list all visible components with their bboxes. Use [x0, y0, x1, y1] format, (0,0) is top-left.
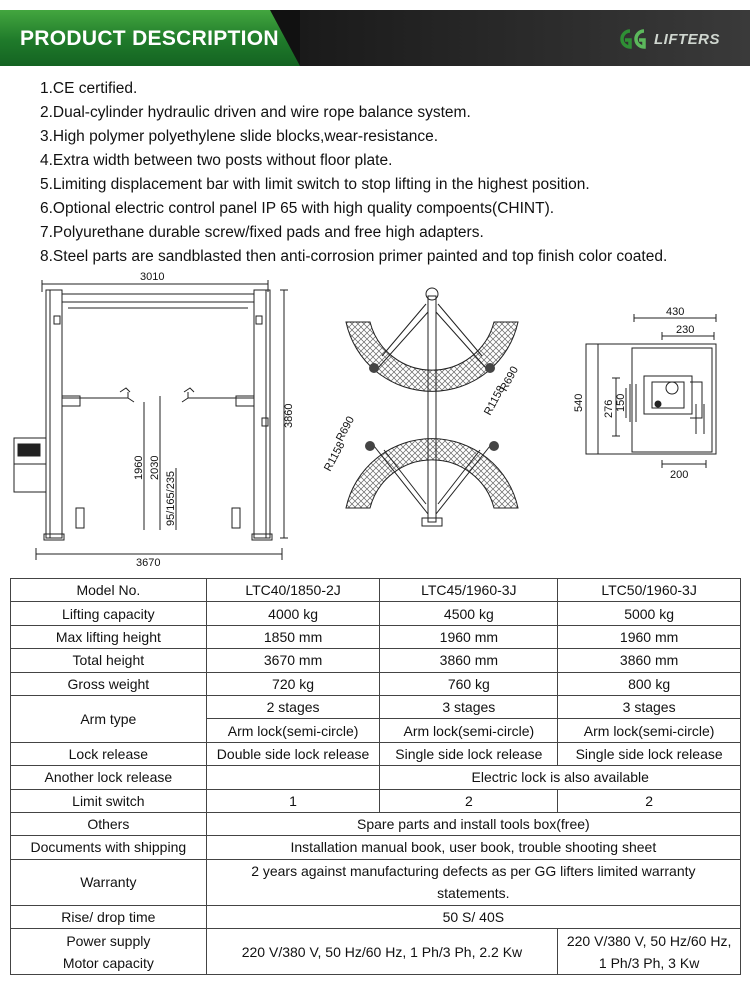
feature-item: 7.Polyurethane durable screw/fixed pads and free high adapters. — [40, 224, 484, 241]
dim-540: 540 — [573, 393, 585, 412]
table-row — [11, 859, 741, 905]
table-cell: 5000 kg — [558, 602, 741, 625]
dim-r1158-left: R1158 — [322, 439, 348, 474]
table-row — [11, 602, 741, 625]
table-cell: 220 V/380 V, 50 Hz/60 Hz, 1 Ph/3 Ph, 2.2 Kw — [206, 929, 558, 975]
dim-pads: 95/165/235 — [165, 470, 177, 526]
table-cell: Arm lock(semi-circle) — [380, 719, 558, 742]
table-row — [11, 625, 741, 648]
table-header-cell: LTC45/1960-3J — [380, 579, 558, 602]
dim-r690-right: R690 — [498, 364, 521, 394]
table-header-cell: Model No. — [11, 579, 207, 602]
table-row — [11, 836, 741, 859]
row-label: Rise/ drop time — [11, 905, 207, 928]
header-banner — [0, 10, 750, 66]
feature-item: 6.Optional electric control panel IP 65 with high quality compoents(CHINT). — [40, 200, 555, 217]
table-cell: Single side lock release — [558, 742, 741, 765]
dim-430: 430 — [666, 306, 685, 318]
table-cell: 3860 mm — [558, 649, 741, 672]
table-cell: Single side lock release — [380, 742, 558, 765]
dim-2030: 2030 — [149, 455, 161, 480]
table-cell: 2 — [558, 789, 741, 812]
table-cell: 800 kg — [558, 672, 741, 695]
table-row — [11, 766, 741, 789]
table-header-cell: LTC50/1960-3J — [558, 579, 741, 602]
technical-drawings — [0, 268, 750, 568]
gg-logo-icon — [616, 28, 648, 50]
table-cell: 4500 kg — [380, 602, 558, 625]
feature-item: 5.Limiting displacement bar with limit switch to stop lifting in the highest position. — [40, 176, 590, 193]
motor-capacity-label: Motor capacity — [62, 954, 154, 971]
feature-item: 3.High polymer polyethylene slide blocks,wear-resistance. — [40, 128, 439, 145]
page-title: PRODUCT DESCRIPTION — [20, 27, 279, 50]
dim-276: 276 — [603, 399, 615, 418]
dim-200: 200 — [670, 469, 689, 481]
row-label: Lock release — [11, 742, 207, 765]
table-cell: 1 — [206, 789, 380, 812]
table-row — [11, 789, 741, 812]
brand-logo — [616, 28, 720, 50]
table-cell: 1960 mm — [558, 625, 741, 648]
front-view-drawing — [8, 268, 308, 568]
row-label: Gross weight — [11, 672, 207, 695]
dim-230: 230 — [676, 324, 695, 336]
table-cell: 2 — [380, 789, 558, 812]
row-label: Total height — [11, 649, 207, 672]
feature-list — [40, 77, 740, 269]
table-cell: Spare parts and install tools box(free) — [206, 812, 740, 835]
dim-width-top: 3010 — [140, 271, 165, 283]
table-row — [11, 672, 741, 695]
row-label: Limit switch — [11, 789, 207, 812]
row-label: Others — [11, 812, 207, 835]
row-label: Another lock release — [11, 766, 207, 789]
row-label — [11, 929, 207, 975]
table-cell — [558, 929, 741, 975]
row-label: Warranty — [11, 859, 207, 905]
table-row — [11, 695, 741, 718]
dim-r1158-right: R1158 — [482, 383, 508, 418]
row-label: Lifting capacity — [11, 602, 207, 625]
row-label: Documents with shipping — [11, 836, 207, 859]
feature-item: 1.CE certified. — [40, 80, 138, 97]
dim-height: 3860 — [283, 403, 295, 428]
warranty-line: statements. — [437, 885, 510, 902]
dim-width-bottom: 3670 — [136, 557, 161, 568]
table-cell: 3860 mm — [380, 649, 558, 672]
logo-text: LIFTERS — [654, 30, 720, 48]
row-label: Max lifting height — [11, 625, 207, 648]
table-cell: 1960 mm — [380, 625, 558, 648]
feature-item: 4.Extra width between two posts without floor plate. — [40, 152, 393, 169]
table-cell: Electric lock is also available — [380, 766, 741, 789]
table-row — [11, 579, 741, 602]
table-cell: 3 stages — [558, 695, 741, 718]
table-row — [11, 742, 741, 765]
table-header-cell: LTC40/1850-2J — [206, 579, 380, 602]
arm-swing-drawing — [322, 282, 542, 538]
power-supply-label: Power supply — [66, 932, 151, 949]
table-cell: Installation manual book, user book, trouble shooting sheet — [206, 836, 740, 859]
feature-item: 8.Steel parts are sandblasted then anti-corrosion primer painted and top finish color coated. — [40, 248, 668, 265]
table-row — [11, 929, 741, 975]
row-label: Arm type — [11, 695, 207, 742]
table-cell: Arm lock(semi-circle) — [206, 719, 380, 742]
dim-150: 150 — [615, 393, 627, 412]
table-cell — [206, 766, 380, 789]
table-cell — [206, 859, 740, 905]
table-cell: 720 kg — [206, 672, 380, 695]
table-cell: 2 stages — [206, 695, 380, 718]
base-view-drawing — [568, 304, 738, 484]
spec-table — [10, 578, 741, 975]
table-cell: 1850 mm — [206, 625, 380, 648]
dim-1960: 1960 — [133, 455, 145, 480]
power-line: 1 Ph/3 Ph, 3 Kw — [598, 954, 700, 971]
table-cell: Double side lock release — [206, 742, 380, 765]
warranty-line: 2 years against manufacturing defects as per GG lifters limited warranty — [251, 863, 696, 880]
table-cell: 760 kg — [380, 672, 558, 695]
dim-r690-left: R690 — [334, 414, 357, 444]
table-cell: Arm lock(semi-circle) — [558, 719, 741, 742]
table-cell: 4000 kg — [206, 602, 380, 625]
power-line: 220 V/380 V, 50 Hz/60 Hz, — [566, 932, 732, 949]
table-row — [11, 812, 741, 835]
table-cell: 3 stages — [380, 695, 558, 718]
table-cell: 50 S/ 40S — [206, 905, 740, 928]
feature-item: 2.Dual-cylinder hydraulic driven and wire rope balance system. — [40, 104, 471, 121]
table-row — [11, 649, 741, 672]
table-cell: 3670 mm — [206, 649, 380, 672]
table-row — [11, 905, 741, 928]
